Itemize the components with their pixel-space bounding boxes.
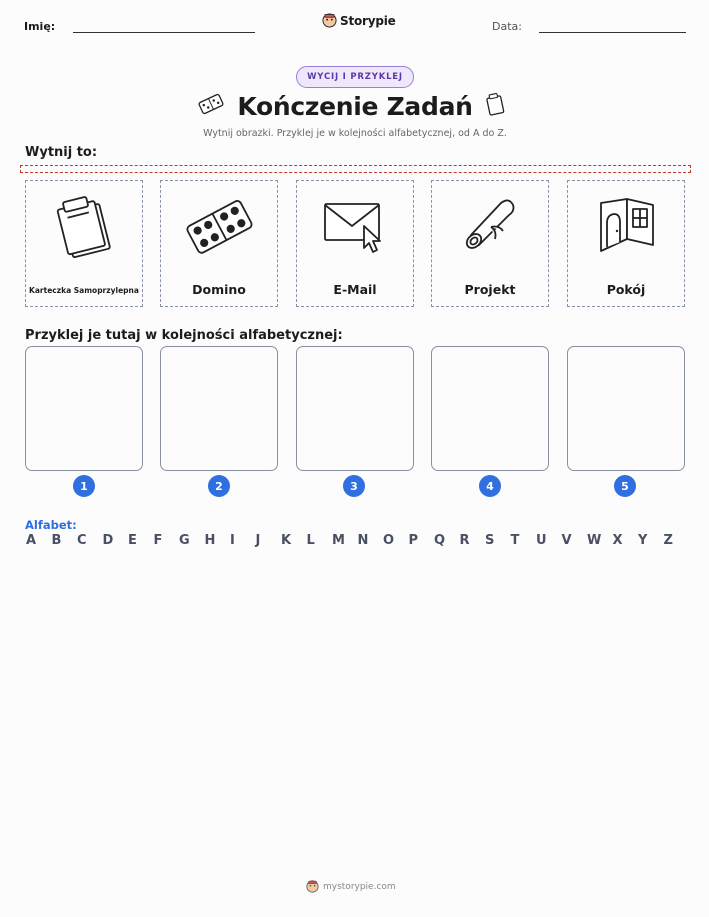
footer <box>306 880 396 893</box>
alphabet-letter: P <box>408 533 419 548</box>
alphabet-letter: B <box>51 533 62 548</box>
alphabet-letter: Z <box>663 533 673 548</box>
name-label: Imię: <box>24 20 56 33</box>
alphabet-label: Alfabet: <box>25 518 77 532</box>
cut-card-domino[interactable] <box>160 180 278 307</box>
domino-icon <box>181 194 257 258</box>
brand-logo <box>322 13 396 28</box>
paste-slot-5[interactable] <box>567 346 685 471</box>
alphabet-letter: U <box>536 533 547 548</box>
card-label: E-Mail <box>333 282 377 297</box>
slot-number: 5 <box>614 475 636 497</box>
alphabet-row <box>26 533 689 548</box>
paste-slot-3[interactable] <box>296 346 414 471</box>
card-label: Karteczka Samoprzylepna <box>29 286 139 295</box>
page-title: Kończenie Zadań <box>237 92 473 121</box>
alphabet-letter: E <box>128 533 137 548</box>
alphabet-letter: R <box>459 533 470 548</box>
paste-slot-1[interactable] <box>25 346 143 471</box>
alphabet-letter: Q <box>434 533 446 548</box>
alphabet-letter: I <box>230 533 235 548</box>
cut-card-sticky-note[interactable] <box>25 180 143 307</box>
alphabet-letter: J <box>255 533 261 548</box>
room-icon <box>593 195 659 257</box>
paste-slot-2[interactable] <box>160 346 278 471</box>
alphabet-letter: L <box>306 533 315 548</box>
alphabet-letter: C <box>77 533 87 548</box>
storypie-mascot-icon <box>306 880 319 893</box>
alphabet-letter: Y <box>638 533 648 548</box>
slot-number: 2 <box>208 475 230 497</box>
cut-card-email[interactable] <box>296 180 414 307</box>
sticky-note-icon <box>49 190 119 262</box>
footer-url[interactable]: mystorypie.com <box>323 881 396 892</box>
email-icon <box>322 198 388 254</box>
slot-number: 1 <box>73 475 95 497</box>
cut-section-label: Wytnij to: <box>25 145 98 160</box>
alphabet-letter: W <box>587 533 602 548</box>
alphabet-letter: A <box>26 533 37 548</box>
alphabet-letter: O <box>383 533 395 548</box>
paste-slot-4[interactable] <box>431 346 549 471</box>
alphabet-letter: H <box>204 533 216 548</box>
scroll-icon <box>457 193 523 259</box>
alphabet-letter: D <box>102 533 114 548</box>
date-line <box>539 32 686 33</box>
slot-number: 3 <box>343 475 365 497</box>
brand-name: Storypie <box>340 13 396 28</box>
slot-number: 4 <box>479 475 501 497</box>
card-label: Domino <box>192 282 246 297</box>
cut-card-room[interactable] <box>567 180 685 307</box>
name-line <box>73 32 255 33</box>
alphabet-letter: G <box>179 533 190 548</box>
card-label: Pokój <box>606 282 646 297</box>
alphabet-letter: K <box>281 533 292 548</box>
instructions: Wytnij obrazki. Przyklej je w kolejności alfabetycznej, od A do Z. <box>203 128 507 139</box>
cut-line <box>20 165 691 173</box>
alphabet-letter: X <box>612 533 623 548</box>
alphabet-letter: N <box>357 533 369 548</box>
alphabet-letter: F <box>153 533 163 548</box>
paste-section-label: Przyklej je tutaj w kolejności alfabetycznej: <box>25 328 343 343</box>
alphabet-letter: V <box>561 533 572 548</box>
activity-badge: WYCIJ I PRZYKLEJ <box>296 66 414 88</box>
cut-card-project[interactable] <box>431 180 549 307</box>
card-label: Projekt <box>464 282 516 297</box>
alphabet-letter: T <box>510 533 520 548</box>
date-label: Data: <box>492 20 522 33</box>
storypie-mascot-icon <box>322 13 337 28</box>
alphabet-letter: S <box>485 533 495 548</box>
sticky-note-decor-icon <box>484 91 506 117</box>
alphabet-letter: M <box>332 533 345 548</box>
